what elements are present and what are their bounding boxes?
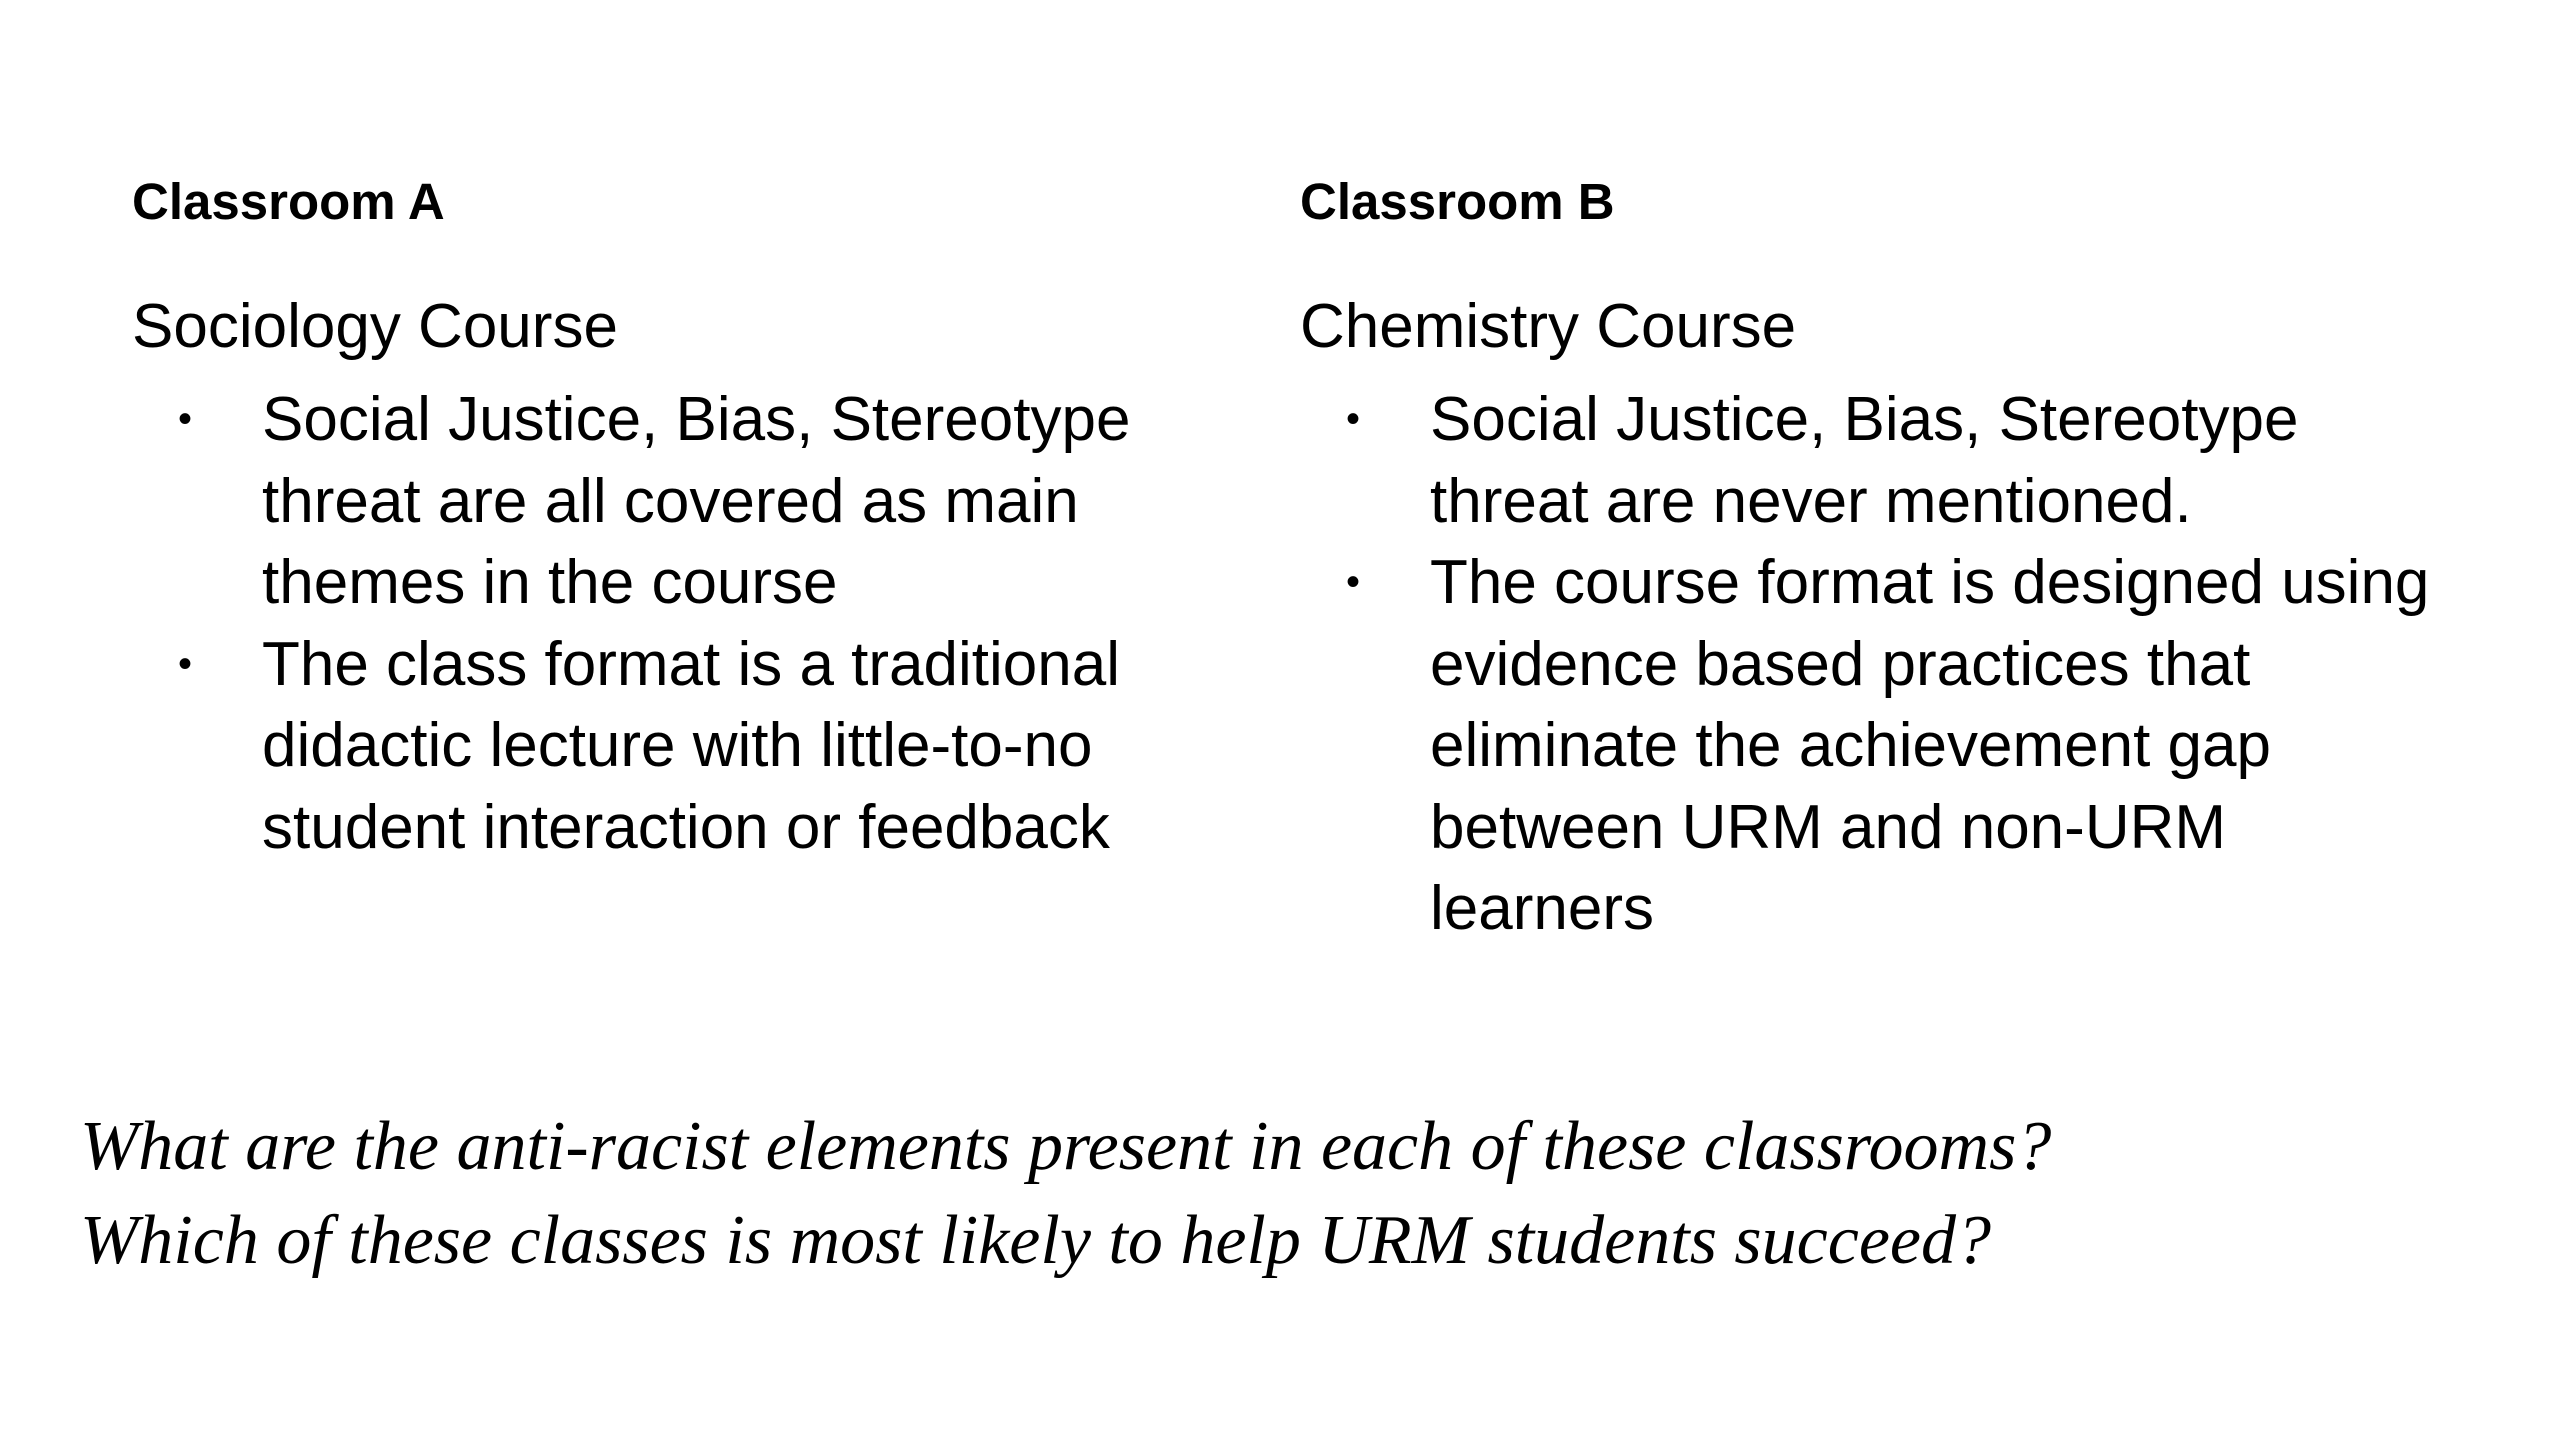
bullet-text: Social Justice, Bias, Stereotype threat are all covered as main themes in the course <box>262 385 1131 617</box>
bullet-icon: • <box>178 641 193 686</box>
classroom-a-bullet-list <box>132 379 1272 868</box>
bullet-text: Social Justice, Bias, Stereotype threat are never mentioned. <box>1430 385 2299 536</box>
list-item <box>1300 379 2430 542</box>
question-line-2: Which of these classes is most likely to help URM students succeed? <box>80 1202 1991 1279</box>
classroom-b-column <box>1300 172 2440 950</box>
classroom-b-heading: Classroom B <box>1300 173 1615 230</box>
classroom-a-column <box>132 172 1272 868</box>
list-item <box>132 624 1262 869</box>
discussion-questions <box>80 1100 2500 1288</box>
list-item <box>1300 542 2430 950</box>
bullet-icon: • <box>178 397 193 441</box>
classroom-b-bullet-list <box>1300 379 2440 950</box>
bullet-icon: • <box>1346 560 1361 604</box>
question-line-1: What are the anti-racist elements present in each of these classrooms? <box>80 1108 2052 1185</box>
classroom-a-heading: Classroom A <box>132 173 445 230</box>
list-item <box>132 379 1262 624</box>
bullet-text: The class format is a traditional didactic lecture with little-to-no student interaction or feedback <box>262 629 1121 862</box>
bullet-text: The course format is designed using evidence based practices that eliminate the achievement gap between URM and non-URM learners <box>1430 548 2430 943</box>
classroom-a-course-title: Sociology Course <box>132 292 618 361</box>
bullet-icon: • <box>1346 397 1361 441</box>
classroom-b-course-title: Chemistry Course <box>1300 292 1797 361</box>
